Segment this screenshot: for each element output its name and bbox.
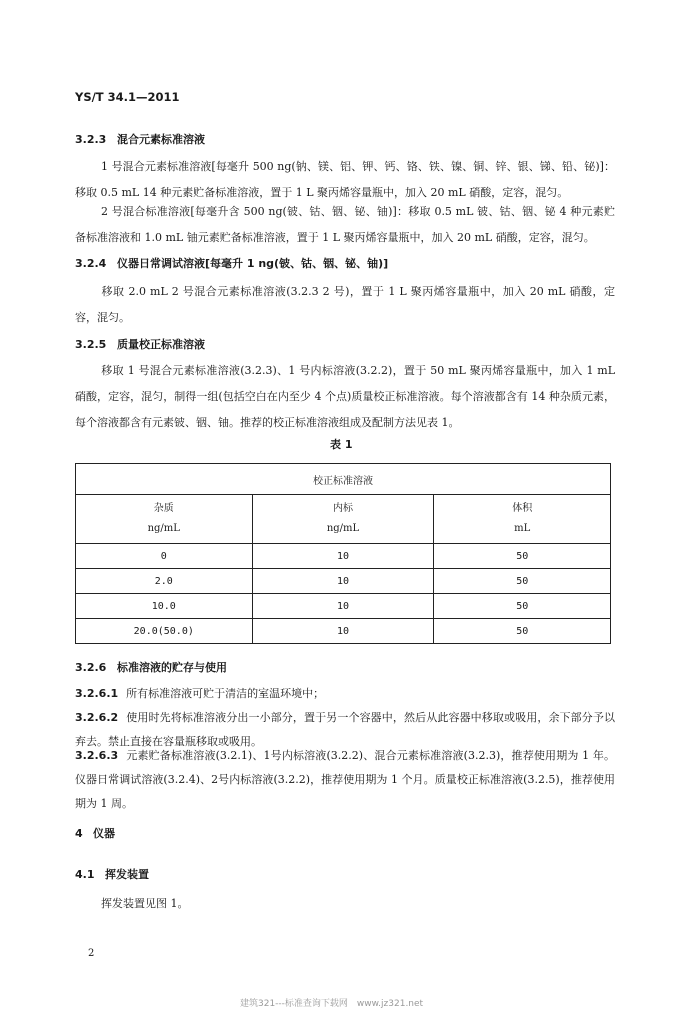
section-number: 3.2.4 [75,257,107,270]
table-cell: 10.0 [76,594,253,619]
paragraph-3-2-5-1 [75,358,615,436]
table-row [76,594,611,619]
column-header-internal-standard: 内标 ng/mL [252,495,434,544]
paragraph-text: 1 号混合元素标准溶液[每毫升 500 ng(钠、镁、铝、钾、钙、铬、铁、镍、铜、锌、银、锑、铅、铋)]：移取 0.5 mL 14 种元素贮备标准溶液，置于 1 L 聚丙烯容量瓶中，加入 20 mL 硝酸，定容，混匀。 [75,160,615,199]
paragraph-text: 移取 2.0 mL 2 号混合元素标准溶液(3.2.3 2 号)，置于 1 L 聚丙烯容量瓶中，加入 20 mL 硝酸，定容，混匀。 [75,285,615,324]
clause-3-2-6-1 [75,682,615,706]
footer-watermark: 建筑321---标准查询下载网 www.jz321.net [240,999,424,1009]
section-4-1-heading [75,866,149,882]
section-title: 挥发装置 [105,868,149,881]
clause-text: 所有标准溶液可贮于清洁的室温环境中； [126,687,325,700]
column-header-impurity: 杂质 ng/mL [76,495,253,544]
section-3-2-5-heading [75,336,205,352]
section-4-heading [75,825,115,841]
table-cell: 0 [76,544,253,569]
table-cell: 50 [434,594,611,619]
section-title: 仪器日常调试溶液[每毫升 1 ng(铍、钴、铟、铋、铀)] [117,257,389,270]
section-title: 混合元素标准溶液 [117,133,205,146]
section-number: 3.2.5 [75,338,107,351]
table-cell: 2.0 [76,569,253,594]
page-number: 2 [88,948,95,959]
paragraph-3-2-4-1 [75,279,615,331]
table-cell: 50 [434,544,611,569]
table-cell: 10 [252,569,434,594]
table-cell: 10 [252,594,434,619]
column-header-volume: 体积 mL [434,495,611,544]
section-3-2-3-heading [75,131,205,147]
table-caption: 表 1 [330,438,353,451]
section-title: 仪器 [93,827,115,840]
paragraph-3-2-3-2 [75,199,615,251]
table-group-header: 校正标准溶液 [76,464,611,495]
table-row [76,544,611,569]
clause-text: 元素贮备标准溶液(3.2.1)、1号内标溶液(3.2.2)、混合元素标准溶液(3.2.3)，推荐使用期为 1 年。仪器日常调试溶液(3.2.4)、2号内标溶液(3.2.2)，推荐使用期为 1 个月。质量校正标准溶液(3.2.5)，推荐使用期为 1 周。 [75,749,615,810]
table-cell: 20.0(50.0) [76,619,253,644]
section-3-2-4-heading [75,255,388,271]
section-title: 标准溶液的贮存与使用 [117,661,227,674]
table-cell: 10 [252,544,434,569]
paragraph-text: 2 号混合标准溶液[每毫升含 500 ng(铍、钴、铟、铋、铀)]：移取 0.5 mL 铍、钴、铟、铋 4 种元素贮备标准溶液和 1.0 mL 铀元素贮备标准溶液，置于 1 L 聚丙烯容量瓶中，加入 20 mL 硝酸，定容，混匀。 [75,205,615,244]
paragraph-text: 移取 1 号混合元素标准溶液(3.2.3)、1 号内标溶液(3.2.2)，置于 50 mL 聚丙烯容量瓶中，加入 1 mL 硝酸，定容，混匀，制得一组(包括空白在内至少 4 个点)质量校正标准溶液。每个溶液都含有 14 种杂质元素，每个溶液都含有元素铍、铟、铀。推荐的校正标准溶液组成及配制方法见表 1。 [75,364,615,429]
table-cell: 50 [434,619,611,644]
clause-number: 3.2.6.1 [75,687,119,700]
section-number: 4 [75,827,83,840]
section-3-2-6-heading [75,659,227,675]
clause-number: 3.2.6.2 [75,711,119,724]
standard-number: YS/T 34.1—2011 [75,90,180,104]
section-number: 4.1 [75,868,95,881]
table-row [76,569,611,594]
table-cell: 10 [252,619,434,644]
clause-number: 3.2.6.3 [75,749,119,762]
paragraph-4-1: 挥发装置见图 1。 [101,897,189,910]
calibration-table [75,463,611,644]
section-number: 3.2.6 [75,661,107,674]
section-title: 质量校正标准溶液 [117,338,205,351]
table-row [76,619,611,644]
table-cell: 50 [434,569,611,594]
clause-text: 使用时先将标准溶液分出一小部分，置于另一个容器中，然后从此容器中移取或吸用，余下部分予以弃去。禁止直接在容量瓶移取或吸用。 [75,711,615,748]
section-number: 3.2.3 [75,133,107,146]
clause-3-2-6-3 [75,744,615,816]
